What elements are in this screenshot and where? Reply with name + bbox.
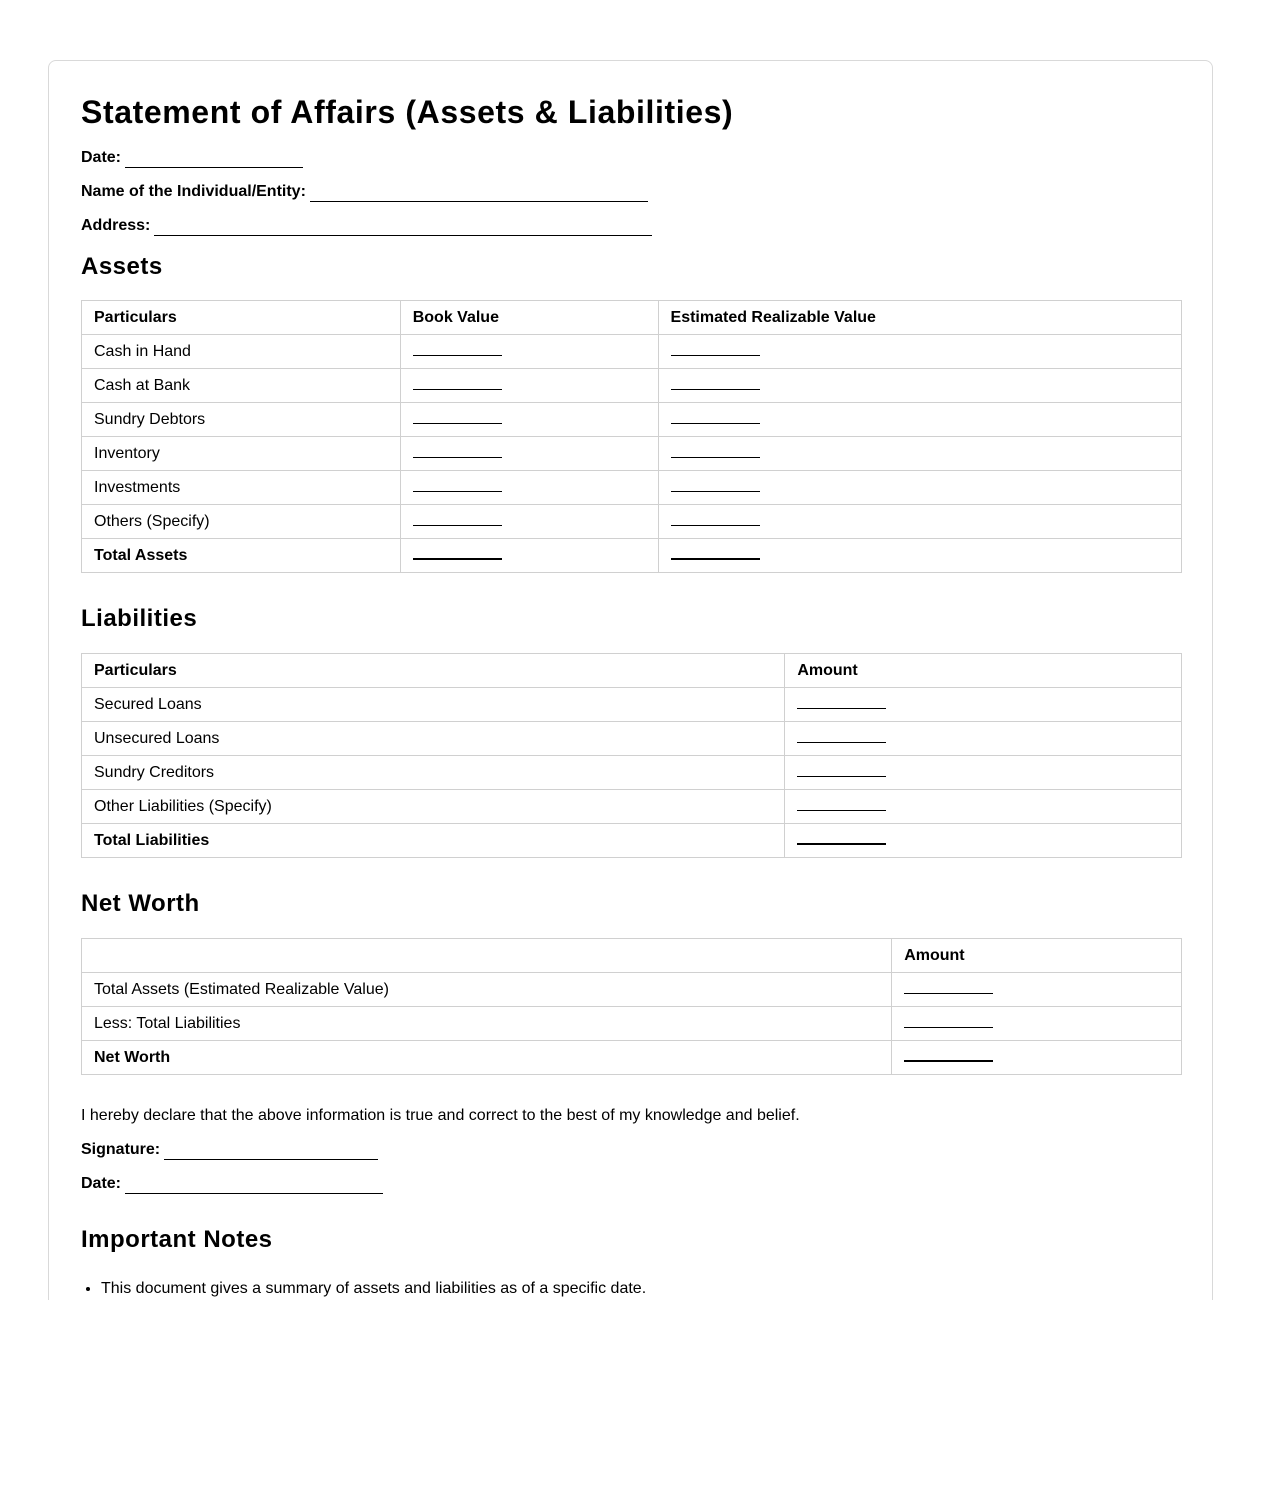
total-realizable-value-cell[interactable] — [658, 539, 1181, 573]
notes-heading: Important Notes — [81, 1226, 273, 1253]
blank-line — [797, 766, 886, 777]
row-label: Secured Loans — [82, 688, 785, 722]
notes-list — [81, 1279, 1180, 1299]
column-header: Particulars — [82, 301, 401, 335]
liabilities-table — [81, 653, 1182, 858]
assets-heading: Assets — [81, 253, 163, 280]
net-worth-label: Net Worth — [82, 1041, 892, 1075]
table-row — [82, 688, 1182, 722]
blank-line — [671, 447, 760, 458]
book-value-cell[interactable] — [400, 369, 658, 403]
blank-line — [904, 1017, 993, 1028]
net-worth-amount-cell[interactable] — [892, 1041, 1182, 1075]
row-label: Less: Total Liabilities — [82, 1007, 892, 1041]
table-row — [82, 437, 1182, 471]
blank-line — [413, 481, 502, 492]
table-row — [82, 403, 1182, 437]
book-value-cell[interactable] — [400, 403, 658, 437]
amount-cell[interactable] — [892, 1007, 1182, 1041]
blank-line — [671, 345, 760, 356]
net-worth-table — [81, 938, 1182, 1075]
blank-line — [413, 548, 502, 560]
net-worth-heading: Net Worth — [81, 890, 200, 917]
table-row — [82, 1007, 1182, 1041]
book-value-cell[interactable] — [400, 471, 658, 505]
row-label: Investments — [82, 471, 401, 505]
book-value-cell[interactable] — [400, 335, 658, 369]
total-assets-label: Total Assets — [82, 539, 401, 573]
total-row — [82, 539, 1182, 573]
blank-line — [671, 515, 760, 526]
address-blank[interactable] — [154, 219, 652, 236]
table-header-row — [82, 301, 1182, 335]
realizable-value-cell[interactable] — [658, 403, 1181, 437]
row-label: Cash in Hand — [82, 335, 401, 369]
row-label: Other Liabilities (Specify) — [82, 790, 785, 824]
date-label: Date: — [81, 149, 122, 166]
blank-line — [671, 379, 760, 390]
liabilities-heading: Liabilities — [81, 605, 198, 632]
date-blank[interactable] — [125, 151, 303, 168]
realizable-value-cell[interactable] — [658, 369, 1181, 403]
amount-cell[interactable] — [785, 688, 1182, 722]
blank-line — [413, 413, 502, 424]
table-row — [82, 722, 1182, 756]
blank-line — [413, 345, 502, 356]
declaration-text: I hereby declare that the above information is true and correct to the best of my knowledge and belief. — [81, 1107, 800, 1124]
blank-line — [413, 515, 502, 526]
row-label: Sundry Creditors — [82, 756, 785, 790]
realizable-value-cell[interactable] — [658, 335, 1181, 369]
list-item: • This document gives a summary of assets and liabilities as of a specific date. — [101, 1279, 1180, 1299]
total-row — [82, 1041, 1182, 1075]
blank-line — [797, 833, 886, 845]
blank-line — [671, 413, 760, 424]
realizable-value-cell[interactable] — [658, 471, 1181, 505]
table-row — [82, 756, 1182, 790]
assets-table — [81, 300, 1182, 573]
row-label: Sundry Debtors — [82, 403, 401, 437]
total-liabilities-label: Total Liabilities — [82, 824, 785, 858]
column-header: Amount — [892, 939, 1182, 973]
blank-line — [413, 447, 502, 458]
blank-line — [797, 800, 886, 811]
table-row — [82, 471, 1182, 505]
declaration-date-blank[interactable] — [125, 1177, 383, 1194]
blank-line — [671, 548, 760, 560]
realizable-value-cell[interactable] — [658, 505, 1181, 539]
row-label: Cash at Bank — [82, 369, 401, 403]
amount-cell[interactable] — [785, 756, 1182, 790]
table-row — [82, 369, 1182, 403]
total-book-value-cell[interactable] — [400, 539, 658, 573]
blank-line — [904, 983, 993, 994]
blank-line — [797, 732, 886, 743]
table-header-row — [82, 939, 1182, 973]
signature-field — [81, 1140, 1180, 1160]
column-header: Estimated Realizable Value — [658, 301, 1181, 335]
date-field — [81, 148, 1180, 168]
signature-label: Signature: — [81, 1141, 161, 1158]
table-header-row — [82, 654, 1182, 688]
amount-cell[interactable] — [785, 790, 1182, 824]
signature-blank[interactable] — [164, 1143, 378, 1160]
table-row — [82, 335, 1182, 369]
address-field — [81, 216, 1180, 236]
book-value-cell[interactable] — [400, 437, 658, 471]
row-label: Inventory — [82, 437, 401, 471]
row-label: Unsecured Loans — [82, 722, 785, 756]
total-row — [82, 824, 1182, 858]
amount-cell[interactable] — [892, 973, 1182, 1007]
realizable-value-cell[interactable] — [658, 437, 1181, 471]
blank-line — [904, 1050, 993, 1062]
column-header — [82, 939, 892, 973]
column-header: Particulars — [82, 654, 785, 688]
blank-line — [797, 698, 886, 709]
name-field — [81, 182, 1180, 202]
table-row — [82, 505, 1182, 539]
total-amount-cell[interactable] — [785, 824, 1182, 858]
page-title: Statement of Affairs (Assets & Liabilities) — [81, 94, 734, 130]
blank-line — [413, 379, 502, 390]
name-blank[interactable] — [310, 185, 648, 202]
address-label: Address: — [81, 217, 151, 234]
document-card — [48, 60, 1213, 1300]
table-row — [82, 973, 1182, 1007]
blank-line — [671, 481, 760, 492]
declaration-date-field — [81, 1174, 1180, 1194]
book-value-cell[interactable] — [400, 505, 658, 539]
name-label: Name of the Individual/Entity: — [81, 183, 306, 200]
declaration-date-label: Date: — [81, 1175, 122, 1192]
row-label: Others (Specify) — [82, 505, 401, 539]
column-header: Amount — [785, 654, 1182, 688]
row-label: Total Assets (Estimated Realizable Value) — [82, 973, 892, 1007]
table-row — [82, 790, 1182, 824]
amount-cell[interactable] — [785, 722, 1182, 756]
column-header: Book Value — [400, 301, 658, 335]
